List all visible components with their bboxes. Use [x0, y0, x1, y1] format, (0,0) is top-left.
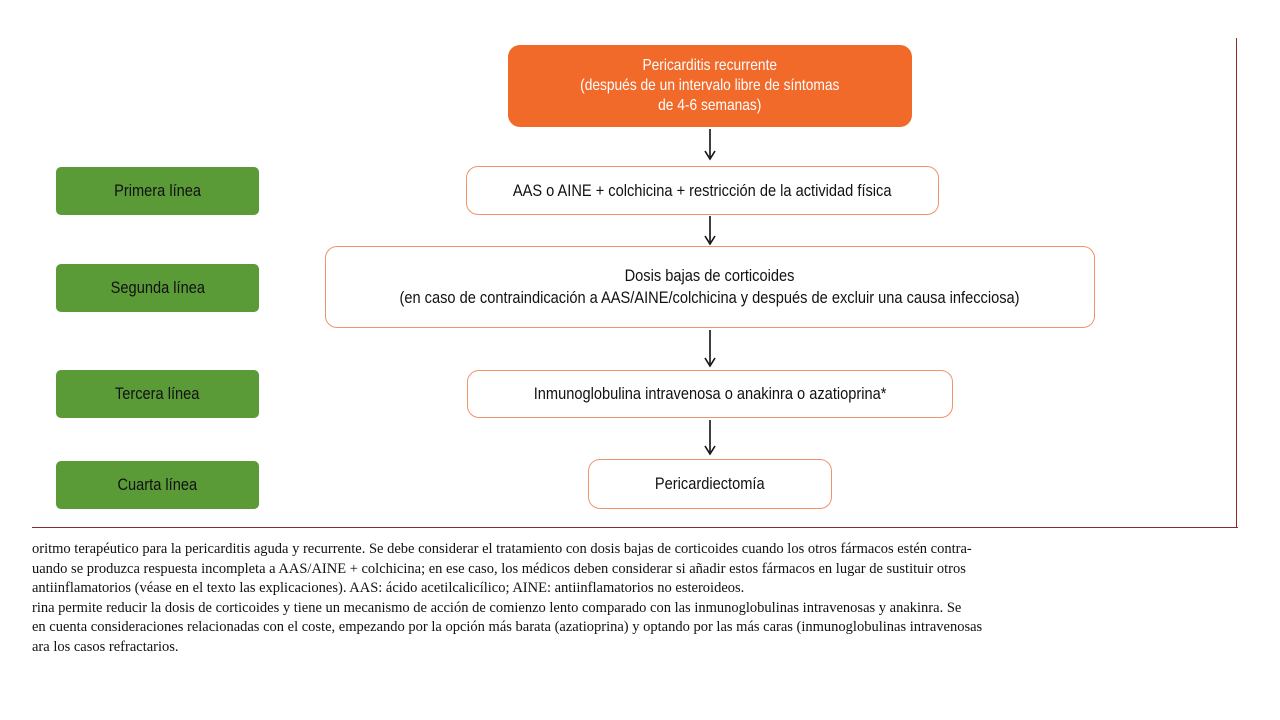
top-box-line-2: (después de un intervalo libre de síntomas [580, 77, 840, 94]
step-box-text: (en caso de contraindicación a AAS/AINE/colchicina y después de excluir una causa infecciosa) [399, 288, 1021, 307]
line-label-text: Primera línea [114, 181, 201, 200]
line-label-segunda [56, 264, 259, 312]
line-label-cuarta [56, 461, 259, 509]
step-box-text: Pericardiectomía [655, 474, 765, 493]
line-label-text: Tercera línea [115, 384, 200, 403]
arrow-down-icon [703, 420, 717, 456]
top-box-line-1: Pericarditis recurrente [642, 57, 778, 74]
caption-line: ara los casos refractarios. [32, 638, 179, 655]
figure-frame-bottom-border [32, 527, 1238, 528]
line-label-text: Cuarta línea [117, 475, 198, 494]
arrow-down-icon [703, 216, 717, 246]
caption-line: uando se produzca respuesta incompleta a AAS/AINE + colchicina; en ese caso, los médicos deben considerar si añadir estos fármacos en lugar de sustituir otros [32, 560, 966, 577]
figure-frame-right-border [1236, 38, 1237, 528]
figure-caption [0, 540, 1250, 657]
line-label-tercera [56, 370, 259, 418]
step-box-segunda-linea [325, 246, 1095, 328]
step-box-cuarta-linea [588, 459, 832, 509]
step-box-text: AAS o AINE + colchicina + restricción de la actividad física [513, 180, 892, 200]
caption-line: en cuenta consideraciones relacionadas con el coste, empezando por la opción más barata (azatioprina) y optando por las más caras (inmunoglobulinas intravenosas [32, 619, 983, 635]
caption-line: antiinflamatorios (véase en el texto las explicaciones). AAS: ácido acetilcalicílico; AINE: antiinflamatorios no esteroideos. [32, 580, 745, 596]
line-label-text: Segunda línea [110, 278, 205, 297]
step-box-text: Dosis bajas de corticoides [625, 266, 795, 285]
step-box-tercera-linea [467, 370, 953, 418]
line-label-primera [56, 167, 259, 215]
step-box-primera-linea [466, 166, 939, 215]
arrow-down-icon [703, 330, 717, 368]
pericarditis-recurrente-box [508, 45, 912, 127]
step-box-text: Inmunoglobulina intravenosa o anakinra o azatioprina* [533, 384, 887, 403]
top-box-line-3: de 4-6 semanas) [658, 97, 762, 114]
caption-line: rina permite reducir la dosis de corticoides y tiene un mecanismo de acción de comienzo lento comparado con las inmunoglobulinas intravenosas y anakinra. Se [32, 599, 962, 616]
arrow-down-icon [703, 129, 717, 161]
caption-line: oritmo terapéutico para la pericarditis aguda y recurrente. Se debe considerar el tratamiento con dosis bajas de corticoides cuando los otros fármacos estén contra- [32, 541, 972, 557]
